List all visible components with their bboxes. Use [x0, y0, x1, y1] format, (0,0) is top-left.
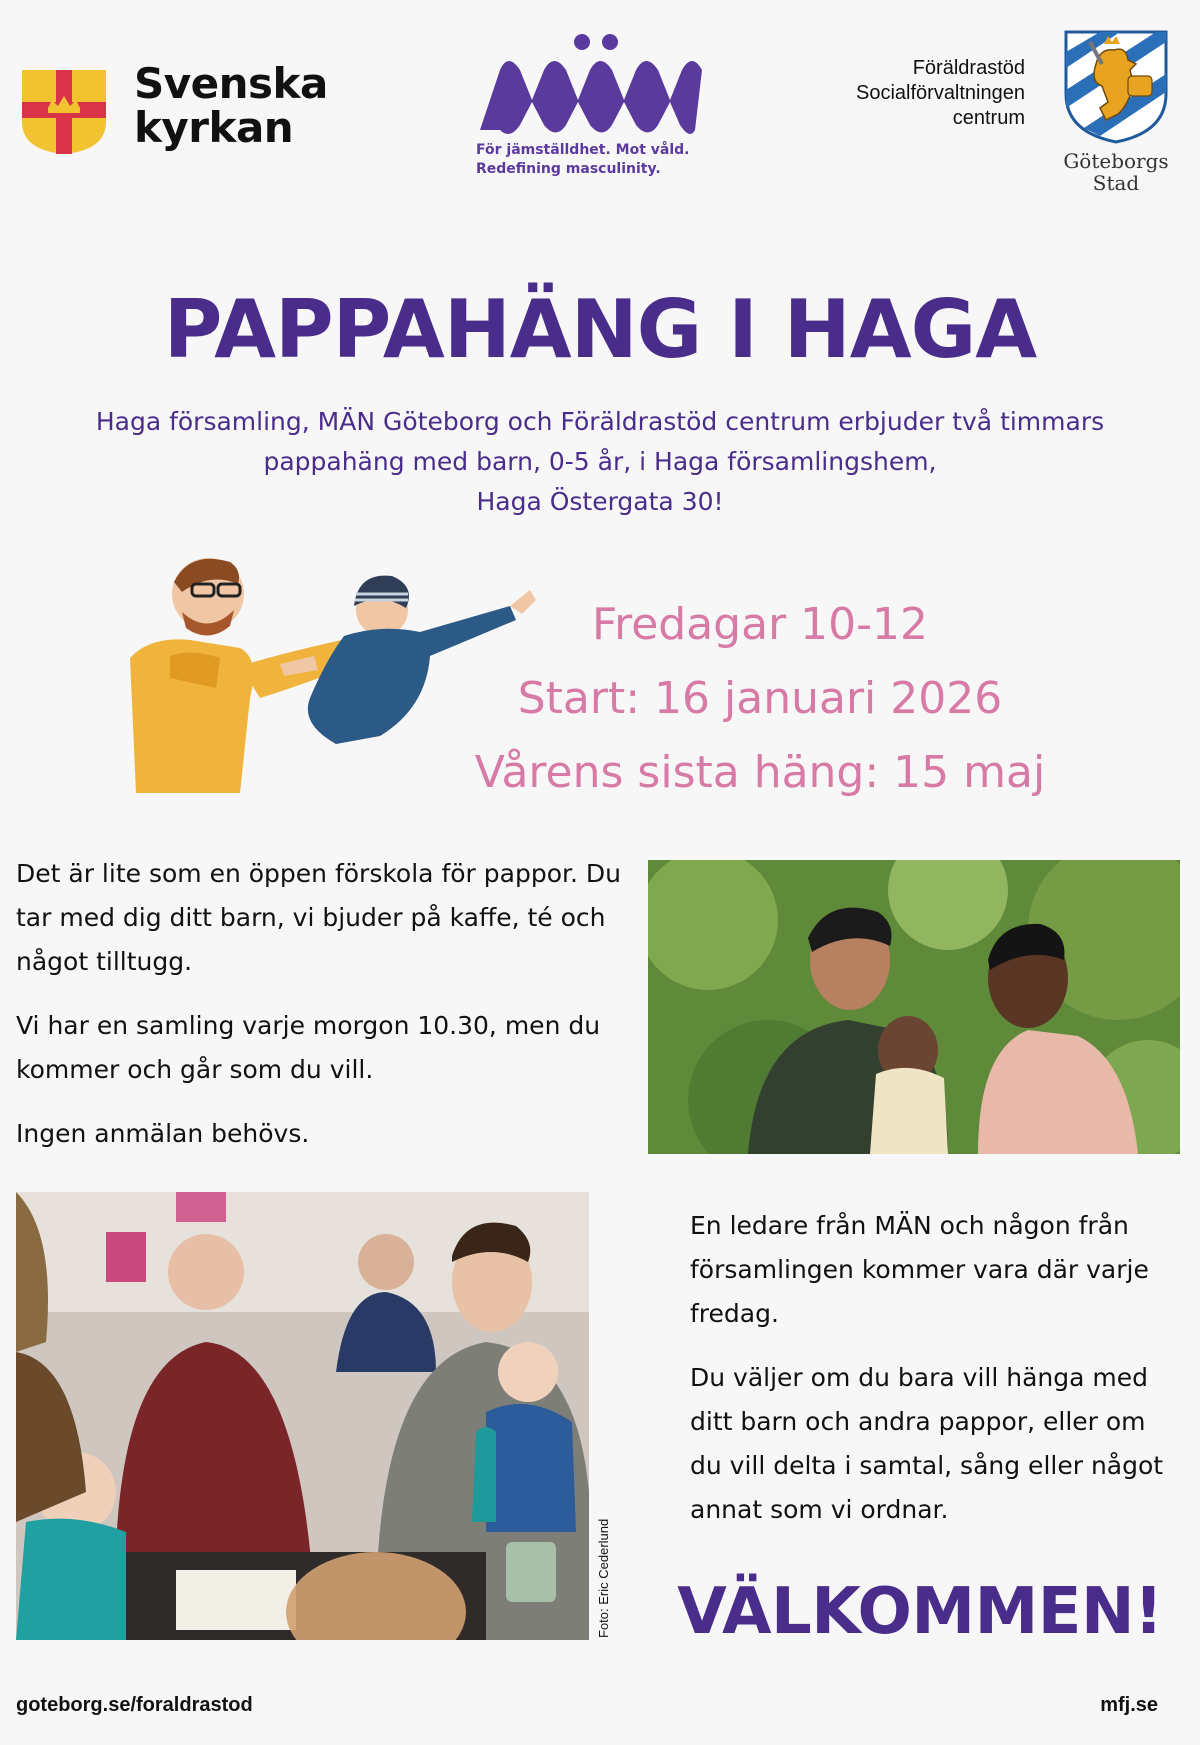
- schedule-last: Vårens sista häng: 15 maj: [474, 747, 1046, 798]
- left-paragraph-2: Vi har en samling varje morgon 10.30, men du kommer och går som du vill.: [16, 1011, 601, 1084]
- dads-and-kids-at-table-photo: [16, 1192, 589, 1640]
- intro-line1: Haga församling, MÄN Göteborg och Föräldrastöd centrum erbjuder två timmars: [95, 407, 1105, 436]
- foraldrastod-line2: Socialförvaltningen: [856, 82, 1025, 104]
- man-logo-icon: [470, 30, 710, 140]
- intro-paragraph: [40, 402, 1160, 522]
- schedule-block: [460, 588, 1060, 810]
- goteborgs-stad-coat-of-arms-icon: [1060, 24, 1172, 146]
- left-body-text: [16, 852, 636, 1176]
- photo-credit: Foto: Eric Cederlund: [596, 1518, 611, 1638]
- goteborgs-stad-label: [1050, 150, 1182, 194]
- intro-line3: Haga Östergata 30!: [476, 487, 724, 516]
- foraldrastod-line1: Föräldrastöd: [912, 57, 1025, 79]
- footer-link-foraldrastod[interactable]: goteborg.se/foraldrastod: [16, 1694, 253, 1716]
- footer-link-mfj[interactable]: mfj.se: [1100, 1694, 1158, 1716]
- goteborgs-stad-line2: Stad: [1092, 171, 1140, 195]
- man-tagline-line1: För jämställdhet. Mot våld.: [476, 142, 690, 158]
- man-tagline: [476, 141, 736, 179]
- right-paragraph-1: En ledare från MÄN och någon från församlingen kommer vara där varje fredag.: [690, 1211, 1149, 1328]
- foraldrastod-label: [800, 56, 1025, 131]
- svenska-kyrkan-wordmark: [134, 59, 328, 152]
- welcome-heading: VÄLKOMMEN!: [677, 1575, 1163, 1649]
- left-paragraph-3: Ingen anmälan behövs.: [16, 1119, 310, 1148]
- intro-line2: pappahäng med barn, 0-5 år, i Haga församlingshem,: [263, 447, 937, 476]
- schedule-start: Start: 16 januari 2026: [517, 673, 1003, 724]
- svenska-kyrkan-logo-icon: [18, 66, 110, 156]
- right-body-text: [690, 1204, 1180, 1552]
- foraldrastod-line3: centrum: [952, 107, 1025, 129]
- right-paragraph-2: Du väljer om du bara vill hänga med ditt barn och andra pappor, eller om du vill delta i samtal, sång eller något annat som vi ordnar.: [690, 1363, 1164, 1524]
- goteborgs-stad-line1: Göteborgs: [1063, 149, 1169, 173]
- page-title: PAPPAHÄNG I HAGA: [163, 283, 1037, 376]
- two-fathers-with-baby-photo: [648, 860, 1180, 1154]
- svenska-kyrkan-line1: Svenska: [134, 59, 328, 108]
- svenska-kyrkan-line2: kyrkan: [134, 103, 294, 152]
- left-paragraph-1: Det är lite som en öppen förskola för pappor. Du tar med dig ditt barn, vi bjuder på kaffe, té och något tilltugg.: [16, 859, 621, 976]
- man-tagline-line2: Redefining masculinity.: [476, 161, 661, 177]
- schedule-days: Fredagar 10-12: [591, 599, 928, 650]
